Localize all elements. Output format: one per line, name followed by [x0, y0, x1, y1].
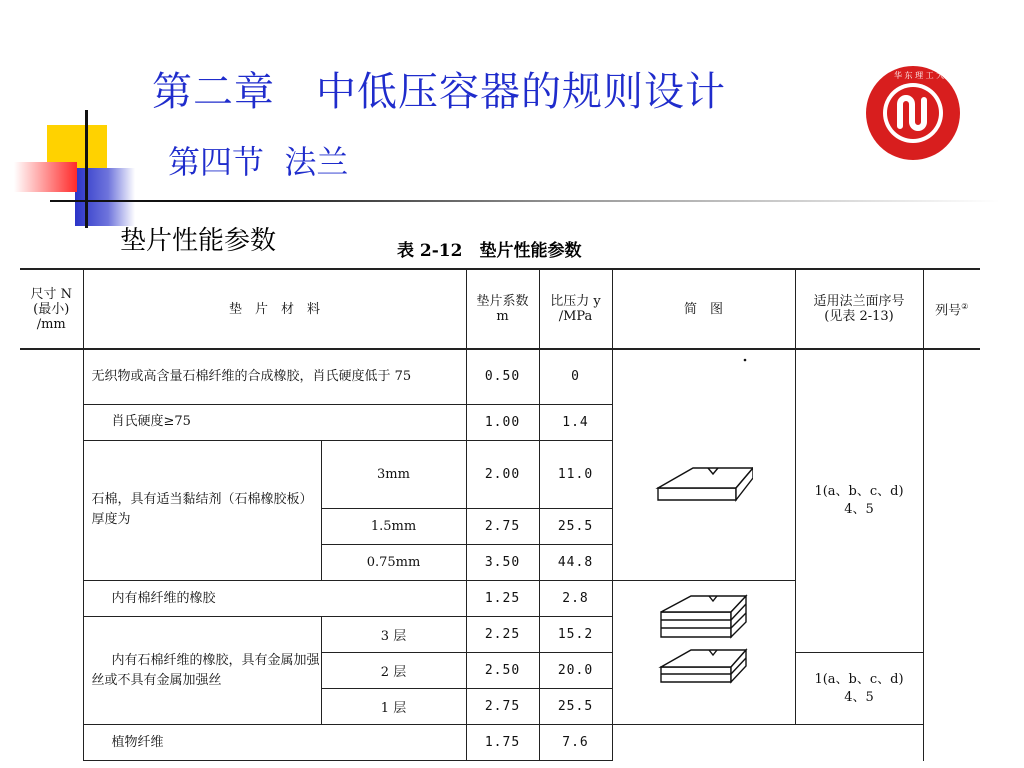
header-col-no-label: 列号 [935, 303, 962, 319]
material-cell [83, 404, 466, 440]
table-row [20, 349, 980, 404]
header-flange: 适用法兰面序号 (见表 2-13) [795, 269, 923, 349]
material-cell [83, 725, 466, 761]
chapter-title: 第二章 中低压容器的规则设计 [152, 69, 726, 115]
table-caption: 表 2-12 垫片性能参数 [397, 241, 582, 261]
thickness-cell: 1 层 [321, 689, 466, 725]
table-header-row [20, 269, 980, 349]
header-y: 比压力 y /MPa [539, 269, 612, 349]
layered-gasket-sketch-icon [613, 582, 753, 724]
decor-vertical-line [85, 110, 88, 228]
sketch-cell [612, 349, 795, 581]
header-size: 尺寸 N (最小) /mm [20, 269, 83, 349]
y-value: 2.8 [539, 581, 612, 617]
material-cell [83, 440, 321, 581]
decor-horizontal-rule [50, 200, 1000, 202]
y-value: 25.5 [539, 509, 612, 545]
m-value: 0.50 [466, 349, 539, 404]
col-no-cell [923, 349, 980, 761]
y-value: 1.4 [539, 404, 612, 440]
y-value: 11.0 [539, 440, 612, 509]
table-row [20, 725, 980, 761]
thickness-cell: 2 层 [321, 653, 466, 689]
header-col-no [923, 269, 980, 349]
m-value: 2.50 [466, 653, 539, 689]
material-text: 内有棉纤维的橡胶 [111, 590, 216, 606]
y-value: 0 [539, 349, 612, 404]
material-cell [83, 581, 466, 617]
header-m: 垫片系数 m [466, 269, 539, 349]
material-text: 肖氏硬度≥75 [111, 414, 191, 429]
header-material: 垫 片 材 料 [83, 269, 466, 349]
material-text: 无织物或高含量石棉纤维的合成橡胶，肖氏硬度低于 75 [91, 368, 412, 384]
university-logo-icon [854, 64, 972, 162]
m-value: 2.75 [466, 689, 539, 725]
single-gasket-sketch-icon [613, 350, 753, 580]
m-value: 1.00 [466, 404, 539, 440]
y-value: 44.8 [539, 545, 612, 581]
material-text: 植物纤维 [111, 734, 164, 750]
m-value: 2.75 [466, 509, 539, 545]
header-sketch: 简 图 [612, 269, 795, 349]
section-title: 第四节 法兰 [168, 143, 349, 181]
y-value: 7.6 [539, 725, 612, 761]
decor-red-bar [14, 162, 77, 192]
size-cell [20, 349, 83, 761]
thickness-cell: 3 层 [321, 617, 466, 653]
thickness-cell: 0.75mm [321, 545, 466, 581]
thickness-cell: 3mm [321, 440, 466, 509]
slide-subtitle: 垫片性能参数 [120, 226, 277, 256]
decor-blue-square [75, 168, 135, 226]
y-value: 15.2 [539, 617, 612, 653]
m-value: 2.00 [466, 440, 539, 509]
flange-cell: 1(a、b、c、d) 4、5 [795, 653, 923, 725]
material-text: 石棉，具有适当黏结剂（石棉橡胶板）厚度为 [91, 492, 313, 528]
material-text: 内有石棉纤维的橡胶，具有金属加强丝或不具有金属加强丝 [91, 652, 320, 688]
m-value: 2.25 [466, 617, 539, 653]
sketch-cell [612, 581, 795, 725]
header-col-no-sup: ② [961, 302, 969, 312]
m-value: 1.25 [466, 581, 539, 617]
thickness-cell: 1.5mm [321, 509, 466, 545]
material-cell [83, 617, 321, 725]
y-value: 20.0 [539, 653, 612, 689]
material-cell [83, 349, 466, 404]
gasket-properties-table [20, 268, 980, 761]
m-value: 3.50 [466, 545, 539, 581]
m-value: 1.75 [466, 725, 539, 761]
flange-cell: 1(a、b、c、d) 4、5 [795, 349, 923, 653]
svg-text:华 东 理 工 大 学: 华 东 理 工 大 学 [894, 71, 955, 80]
y-value: 25.5 [539, 689, 612, 725]
